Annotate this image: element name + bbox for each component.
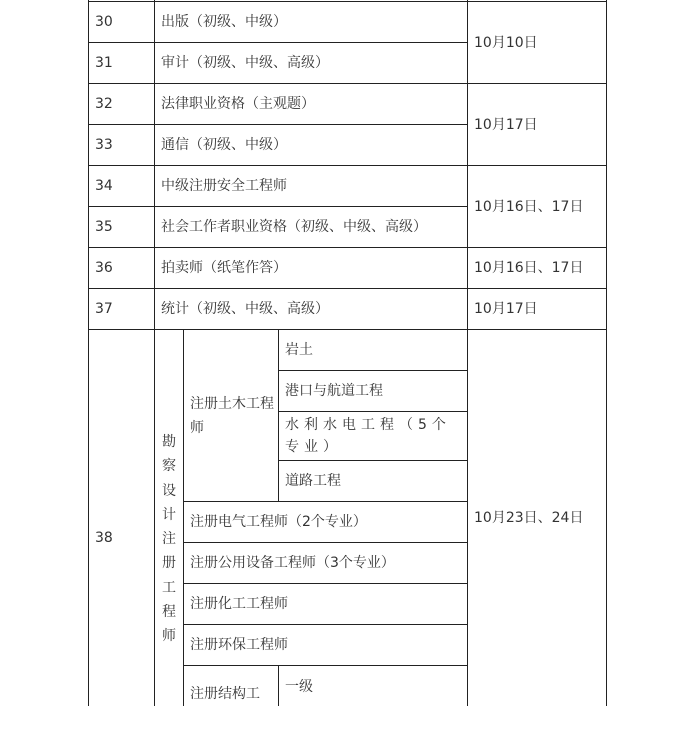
row-number: 31	[95, 55, 113, 71]
date-cell: 10月17日	[474, 301, 538, 317]
subject-cell: 中级注册安全工程师	[161, 178, 287, 194]
hline-environment-bottom	[183, 665, 468, 666]
structure-sub-cell: 一级	[285, 679, 313, 695]
structure-engineer-cell: 注册结构工	[190, 686, 260, 702]
row-number: 36	[95, 260, 113, 276]
date-cell: 10月16日、17日	[474, 198, 584, 215]
row-number: 34	[95, 178, 113, 194]
civil-sub-cell: 港口与航道工程	[285, 383, 383, 399]
subject-cell: 社会工作者职业资格（初级、中级、高级）	[161, 219, 427, 235]
civil-engineer-cell: 注册土木工程师	[190, 395, 274, 436]
subject-cell: 通信（初级、中级）	[161, 137, 287, 153]
subject-cell: 注册公用设备工程师（3个专业）	[190, 555, 395, 571]
row-number: 33	[95, 137, 113, 153]
civil-sub-cell: 道路工程	[285, 473, 341, 489]
date-cell: 10月10日	[474, 34, 538, 51]
subject-cell: 注册电气工程师（2个专业）	[190, 514, 367, 530]
subject-cell: 注册化工工程师	[190, 596, 288, 612]
category-vertical-label: 勘 察 设 计 注 册 工 程 师	[162, 434, 176, 645]
row-number: 35	[95, 219, 113, 235]
border-right	[606, 0, 607, 706]
civil-sub-cell: 岩土	[285, 342, 313, 358]
subject-cell: 审计（初级、中级、高级）	[161, 55, 329, 71]
row-number: 32	[95, 96, 113, 112]
date-cell: 10月17日	[474, 116, 538, 133]
civil-sub-cell: 水利水电工程（5个专业）	[285, 417, 451, 455]
subject-cell: 出版（初级、中级）	[161, 14, 287, 30]
subject-cell: 统计（初级、中级、高级）	[161, 301, 329, 317]
subject-cell: 法律职业资格（主观题）	[161, 96, 315, 112]
subject-cell: 拍卖师（纸笔作答）	[161, 260, 287, 276]
subject-cell: 注册环保工程师	[190, 637, 288, 653]
row-number: 30	[95, 14, 113, 30]
row-number: 37	[95, 301, 113, 317]
date-cell: 10月23日、24日	[474, 510, 584, 526]
row-number: 38	[95, 530, 113, 546]
date-cell: 10月16日、17日	[474, 260, 584, 276]
